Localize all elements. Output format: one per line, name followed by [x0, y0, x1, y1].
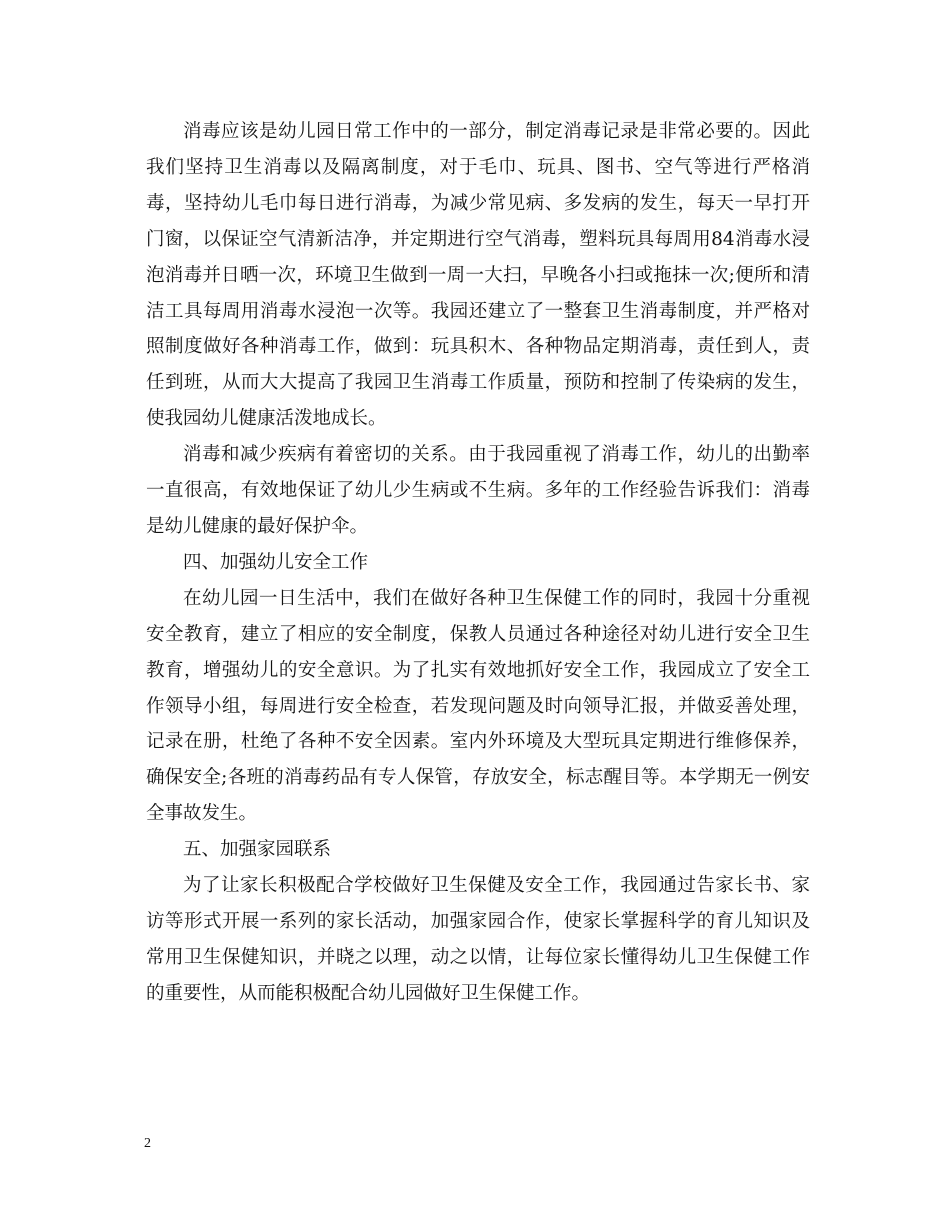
- section-heading-home-school: 五、加强家园联系: [183, 839, 332, 861]
- page-number: 2: [144, 1136, 151, 1151]
- paragraph-disinfection-routine: 消毒应该是幼儿园日常工作中的一部分，制定消毒记录是非常必要的。因此我们坚持卫生消毒以及隔离制度，对于毛巾、玩具、图书、空气等进行严格消毒，坚持幼儿毛巾每日进行消毒，为减少常见病、多发病的发生，每天一早打开门窗，以保证空气清新洁净，并定期进行空气消毒，塑料玩具每周用84消毒水浸泡消毒并日晒一次，环境卫生做到一周一大扫，早晚各小扫或拖抹一次;便所和清洁工具每周用消毒水浸泡一次等。我园还建立了一整套卫生消毒制度，并严格对照制度做好各种消毒工作，做到：玩具积木、各种物品定期消毒，责任到人，责任到班，从而大大提高了我园卫生消毒工作质量，预防和控制了传染病的发生，使我园幼儿健康活泼地成长。: [146, 121, 810, 430]
- section-heading-safety: 四、加强幼儿安全工作: [183, 551, 369, 573]
- paragraph-safety-work: 在幼儿园一日生活中，我们在做好各种卫生保健工作的同时，我园十分重视安全教育，建立了相应的安全制度，保教人员通过各种途径对幼儿进行安全卫生教育，增强幼儿的安全意识。为了扎实有效地抓好安全工作，我园成立了安全工作领导小组，每周进行安全检查，若发现问题及时向领导汇报，并做妥善处理，记录在册，杜绝了各种不安全因素。室内外环境及大型玩具定期进行维修保养，确保安全;各班的消毒药品有专人保管，存放安全，标志醒目等。本学期无一例安全事故发生。: [146, 587, 810, 825]
- paragraph-home-school: 为了让家长积极配合学校做好卫生保健及安全工作，我园通过告家长书、家访等形式开展一系列的家长活动，加强家园合作，使家长掌握科学的育儿知识及常用卫生保健知识，并晓之以理，动之以情，让每位家长懂得幼儿卫生保健工作的重要性，从而能积极配合幼儿园做好卫生保健工作。: [146, 875, 810, 1004]
- paragraph-disinfection-benefits: 消毒和减少疾病有着密切的关系。由于我园重视了消毒工作，幼儿的出勤率一直很高，有效地保证了幼儿少生病或不生病。多年的工作经验告诉我们：消毒是幼儿健康的最好保护伞。: [146, 444, 810, 537]
- document-body: [146, 114, 810, 1012]
